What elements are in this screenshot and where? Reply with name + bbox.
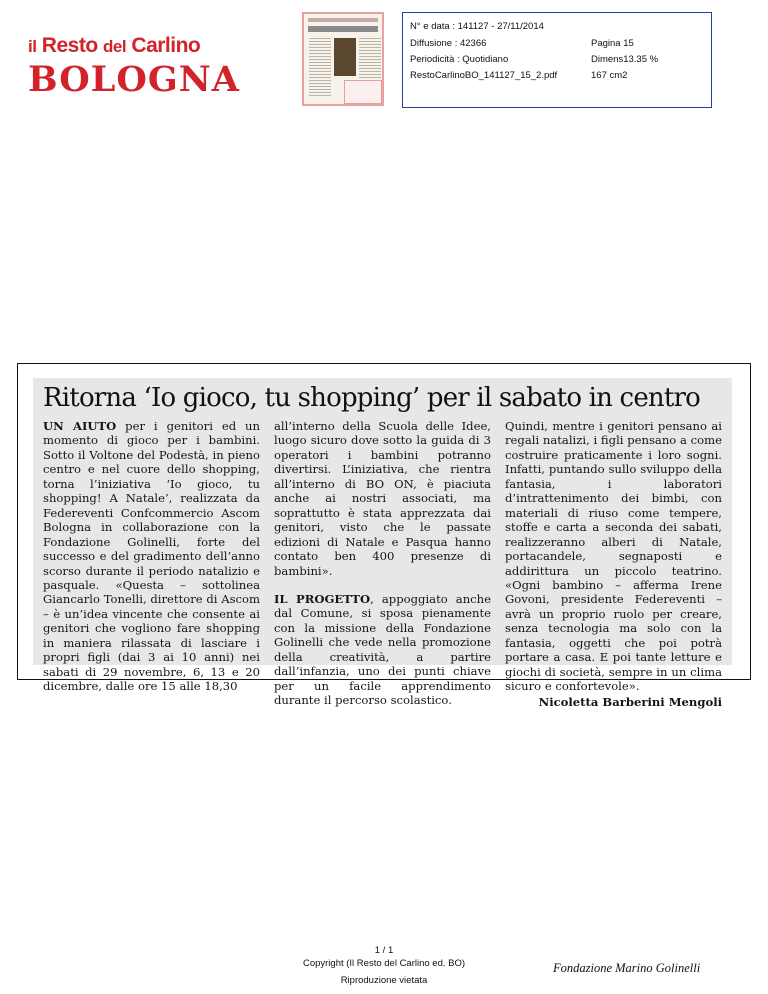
- newspaper-logo: [28, 34, 268, 99]
- article-column-3: [505, 419, 722, 709]
- lead-in: UN AIUTO: [43, 419, 117, 433]
- info-periodicita: Periodicità : Quotidiano: [410, 54, 509, 65]
- logo-prefix: il: [28, 37, 37, 56]
- thumbnail-image: [334, 38, 356, 76]
- info-area: 167 cm2: [591, 70, 628, 81]
- paragraph-gap: [274, 578, 491, 592]
- paragraph-text: , appoggiato anche dal Comune, si sposa pienamente con la missione della Fondazione Golinelli che vede nella promozione della creatività, a partire dall’infanzia, uno dei punti chiave per un facile apprendimento durante il percorso scolastico.: [274, 591, 492, 708]
- logo-name-end: Carlino: [131, 34, 201, 57]
- page-thumbnail: [302, 12, 384, 106]
- rights-line: Riproduzione vietata: [340, 975, 428, 986]
- article-author: Nicoletta Barberini Mengoli: [538, 694, 722, 709]
- info-number-date: N° e data : 141127 - 27/11/2014: [410, 21, 544, 32]
- paragraph: Quindi, mentre i genitori pensano ai regali natalizi, i figli pensano a come costruire praticamente i loro sogni. Infatti, puntando sullo sviluppo della fantasia, i laboratori d’intrattenimento dei bimbi, con materiali di riuso come tempere, stoffe e carta a seconda dei sabati, realizzeranno alberi di Natale, portacandele, segnaposti e addirittura un piccolo teatrino. «Ogni bambino – afferma Irene Govoni, presidente Federeventi – avrà un proprio ruolo per creare, senza tecnologia ma solo con la fantasia, oggetti che poi potrà portare a casa. E poi tante letture e giochi di società, sempre in un clima sicuro e confortevole».: [505, 419, 722, 694]
- clipping-info-box: [402, 12, 712, 108]
- paragraph-text: per i genitori ed un momento di gioco per i bambini. Sotto il Voltone del Podestà, in pieno centro e nel cuore dello shopping, torna l’iniziativa ‘Io gioco, tu shopping! A Natale’, realizzata da Federeventi Confcommercio Ascom Bologna in collaborazione con la Fondazione Golinelli, forte del successo e del gradimento dell’anno scorso durante il periodo natalizio e pasquale. «Questa – sottolinea Giancarlo Tonelli, direttore di Ascom – è un’idea vincente che consente ai genitori che vogliono fare shopping in maniera rilassata di lasciare i propri figli (dai 3 ai 10 anni) nei sabati di 29 novembre, 6, 13 e 20 dicembre, dalle ore 15 alle 18,30: [43, 419, 260, 694]
- thumbnail-article-box: [344, 80, 382, 104]
- thumbnail-column: [309, 38, 331, 98]
- thumbnail-title: [308, 26, 378, 32]
- thumbnail-header: [308, 18, 378, 22]
- article-column-1: [43, 419, 260, 694]
- logo-name-main: Resto: [41, 34, 98, 57]
- info-file: RestoCarlinoBO_141127_15_2.pdf: [410, 70, 558, 81]
- info-diffusione: Diffusione : 42366: [410, 38, 487, 49]
- paragraph: all’interno della Scuola delle Idee, luogo sicuro dove sotto la guida di 3 operatori i bambini potranno divertirsi. L’iniziativa, che rientra all’interno di BO ON, è piaciuta anche ai nostri associati, ma soprattutto è stata apprezzata dai genitori, visto che le passate edizioni di Natale e Pasqua hanno contato ben 400 presenze di bambini».: [274, 419, 491, 578]
- client-signature: Fondazione Marino Golinelli: [553, 961, 701, 975]
- page-counter: 1 / 1: [374, 945, 394, 956]
- article-column-2: [274, 419, 491, 708]
- logo-city: BOLOGNA: [28, 59, 240, 100]
- paragraph: [43, 419, 260, 694]
- paragraph: [274, 592, 491, 708]
- info-dimens: Dimens13.35 %: [591, 54, 659, 65]
- info-pagina: Pagina 15: [591, 38, 634, 49]
- logo-name-mid: del: [103, 37, 127, 56]
- copyright-line: Copyright (Il Resto del Carlino ed. BO): [302, 958, 466, 969]
- article-headline: Ritorna ‘Io gioco, tu shopping’ per il sabato in centro: [43, 383, 700, 413]
- lead-in: IL PROGETTO: [274, 591, 371, 606]
- logo-title: [28, 34, 268, 59]
